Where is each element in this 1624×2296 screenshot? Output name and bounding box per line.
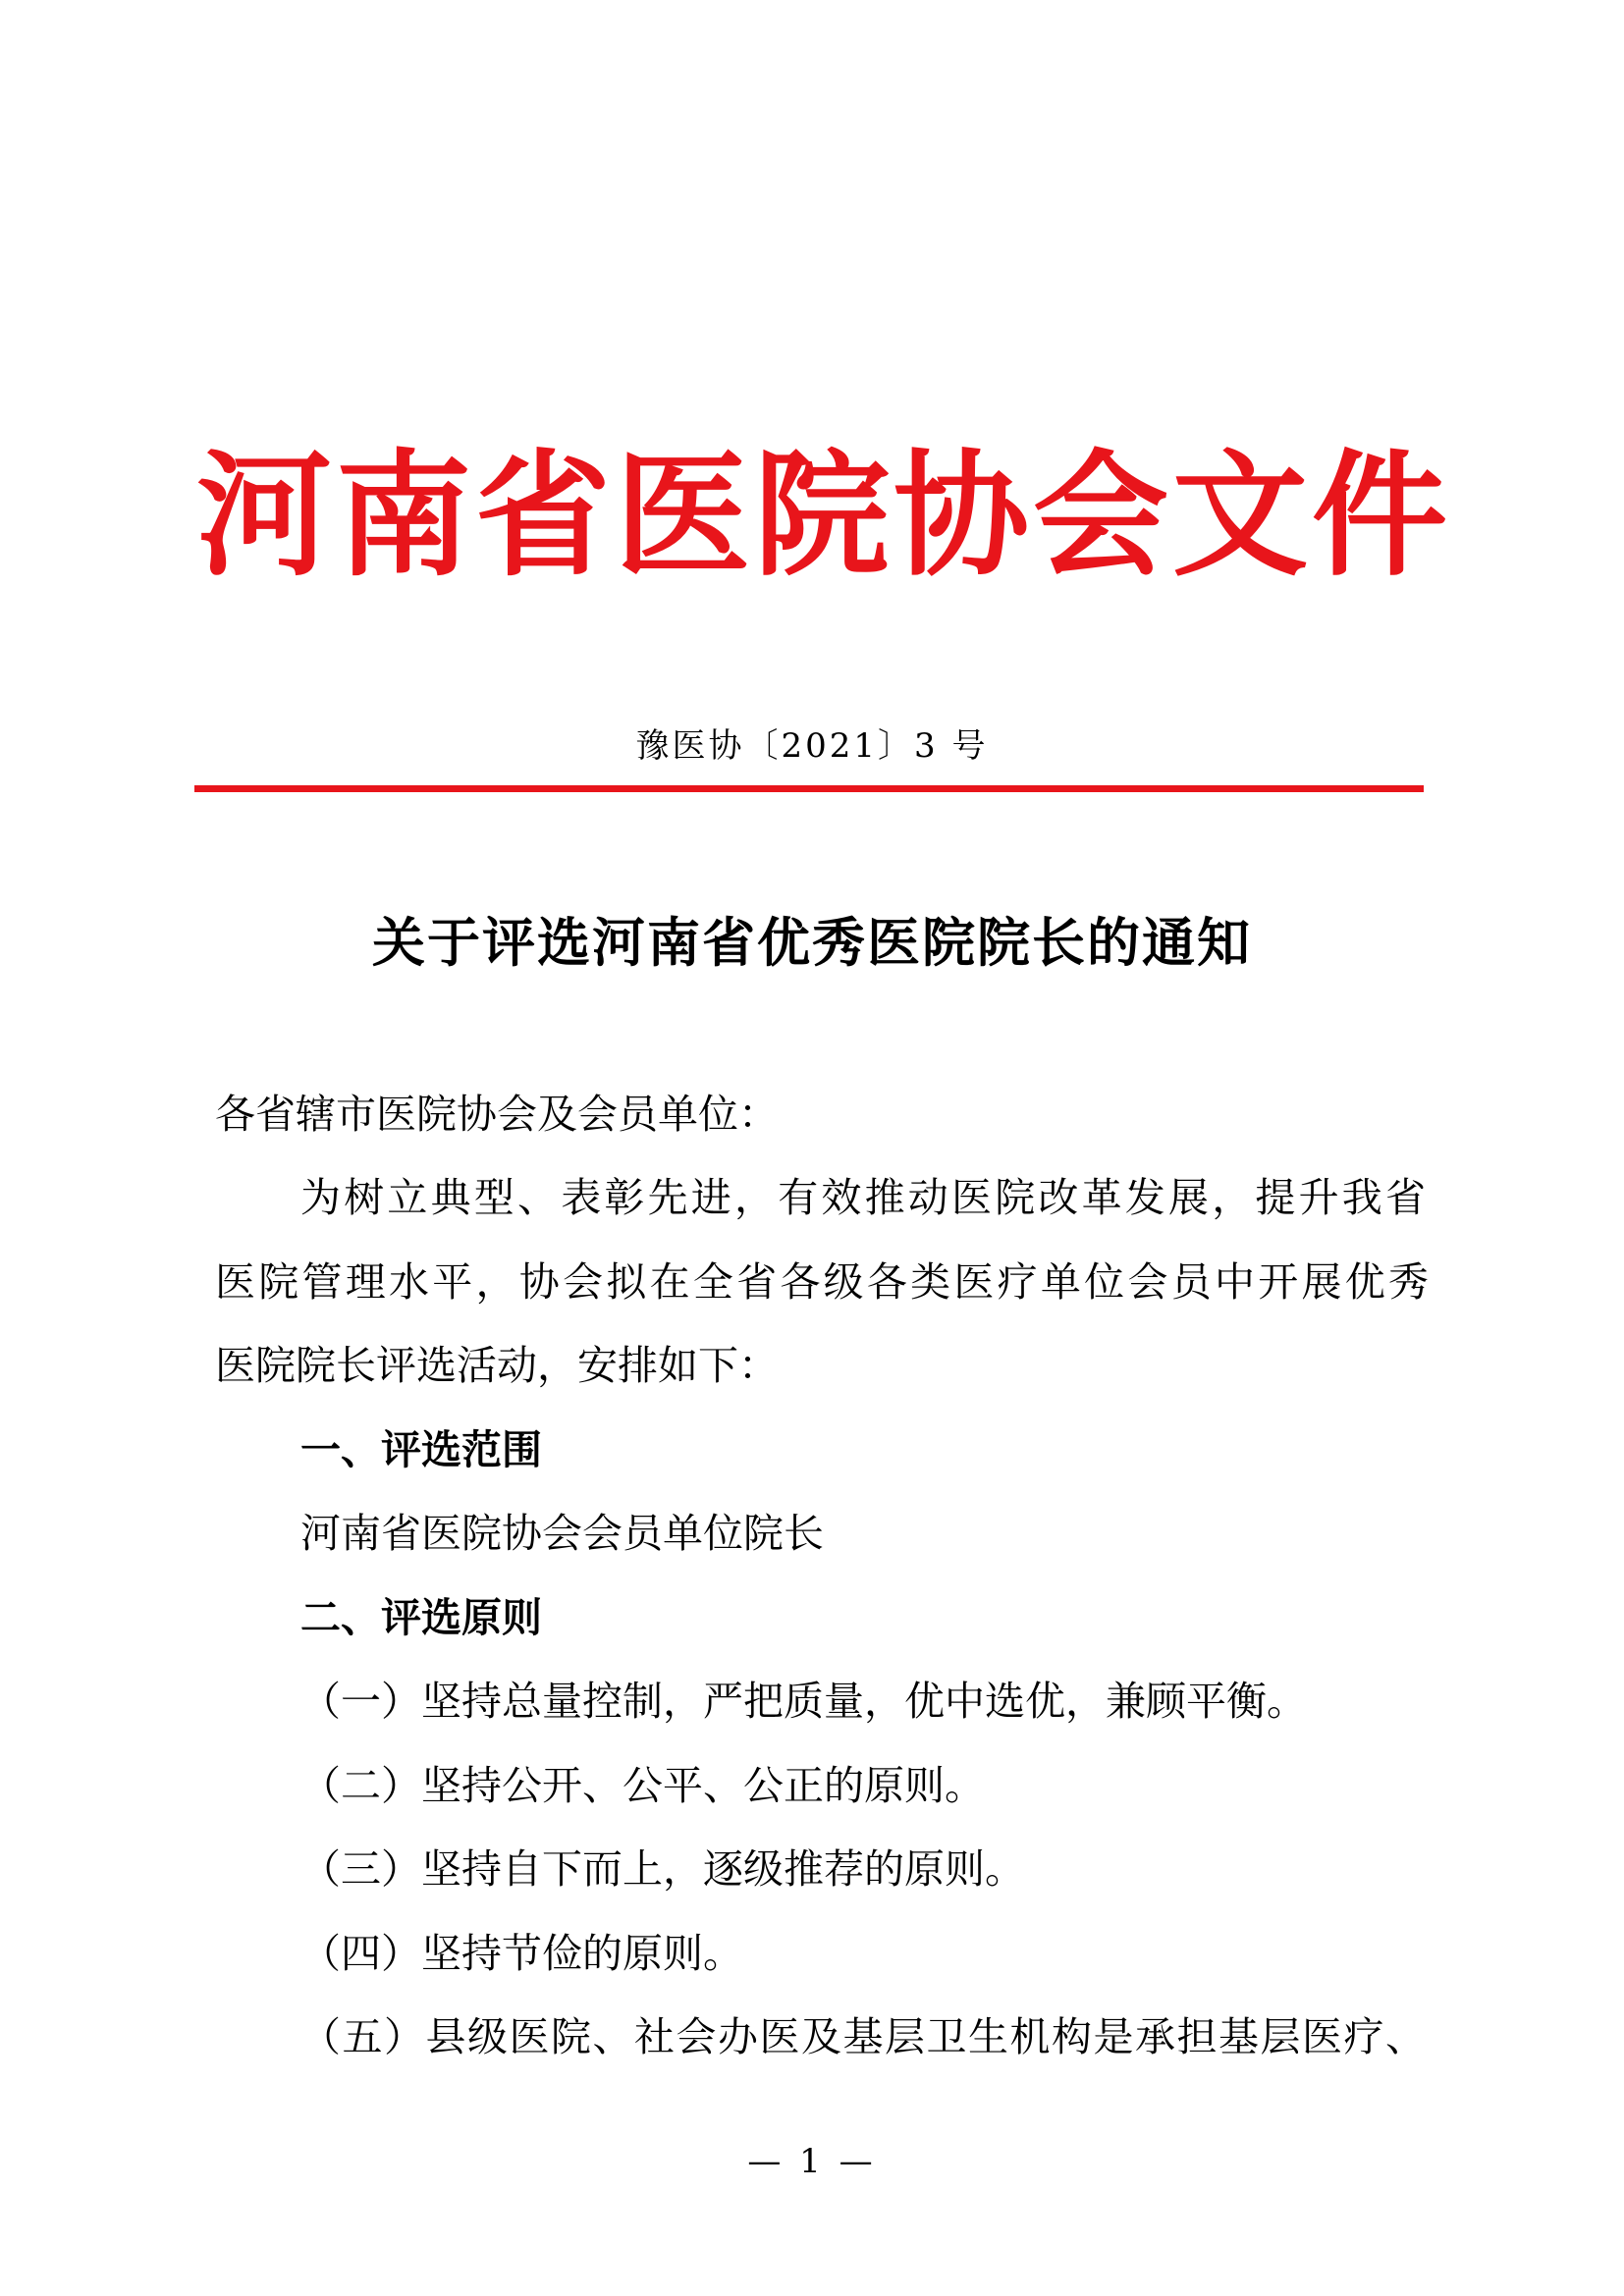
document-number: 豫医协〔2021〕3 号: [635, 726, 989, 766]
section-heading-principles: 二、评选原则: [300, 1594, 542, 1641]
intro-line-3: 医院院长评选活动，安排如下：: [215, 1342, 779, 1389]
principle-item-2: （二）坚持公开、公平、公正的原则。: [300, 1762, 985, 1809]
principle-item-1: （一）坚持总量控制，严把质量，优中选优，兼顾平衡。: [300, 1678, 1307, 1725]
section-heading-scope: 一、评选范围: [300, 1426, 542, 1473]
notice-title: 关于评选河南省优秀医院院长的通知: [372, 911, 1252, 974]
red-divider-line: [194, 785, 1424, 792]
intro-line-2: 医院管理水平，协会拟在全省各级各类医疗单位会员中开展优秀: [215, 1258, 1429, 1306]
principle-item-3: （三）坚持自下而上，逐级推荐的原则。: [300, 1845, 1025, 1893]
section-scope-content: 河南省医院协会会员单位院长: [300, 1510, 824, 1557]
page-number: — 1 —: [747, 2142, 877, 2181]
principle-item-4: （四）坚持节俭的原则。: [300, 1930, 743, 1977]
principle-item-5: （五）县级医院、社会办医及基层卫生机构是承担基层医疗、: [300, 2013, 1426, 2060]
salutation: 各省辖市医院协会及会员单位：: [215, 1091, 779, 1138]
issuer-header-title: 河南省医院协会文件: [196, 435, 1452, 595]
intro-line-1: 为树立典型、表彰先进，有效推动医院改革发展，提升我省: [300, 1174, 1426, 1221]
